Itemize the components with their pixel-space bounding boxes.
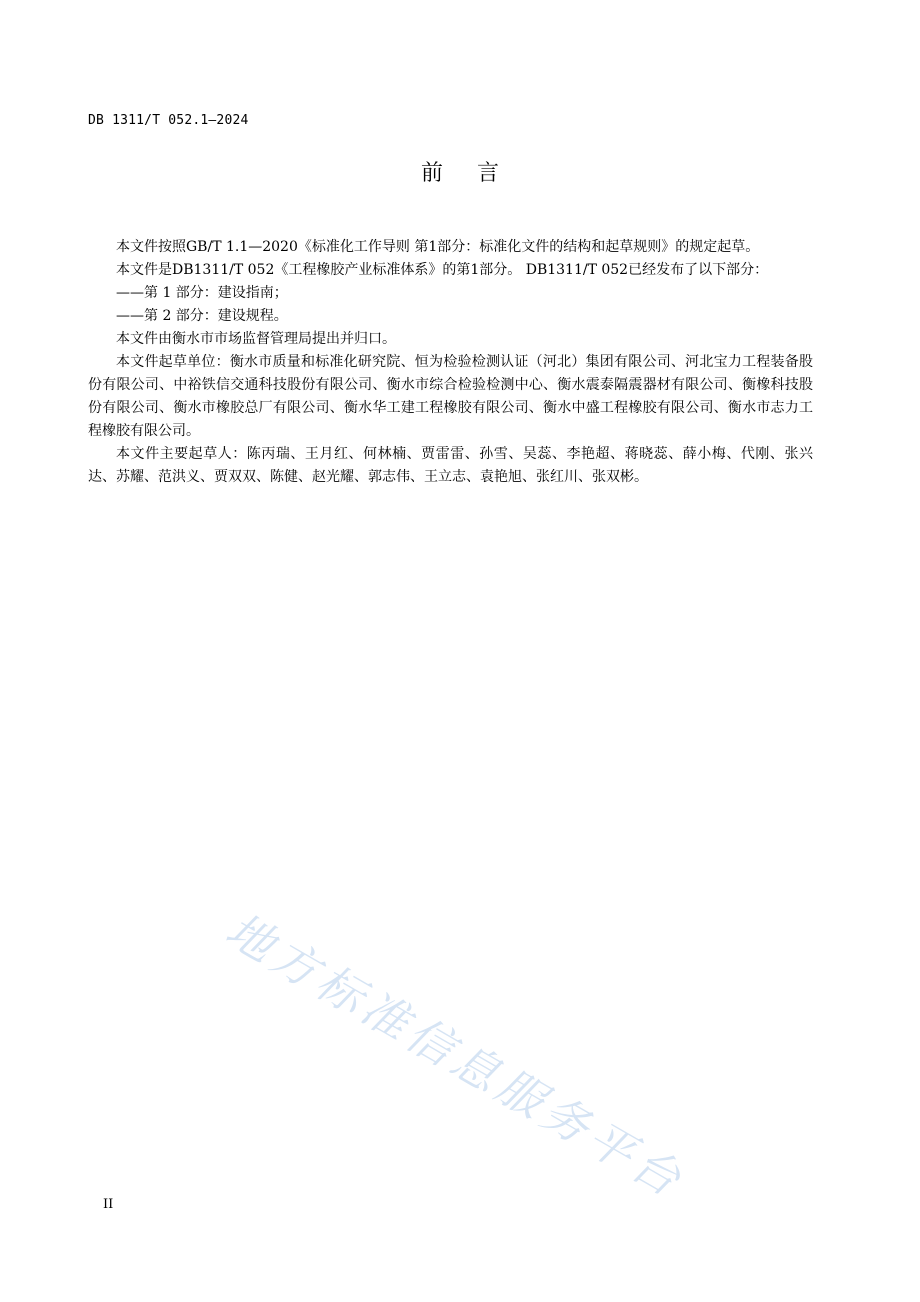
paragraph-part-2: ——第 2 部分：建设规程。 bbox=[116, 308, 288, 324]
paragraph-drafters: 本文件主要起草人：陈丙瑞、王月红、何林楠、贾雷雷、孙雪、吴蕊、李艳超、蒋晓蕊、薛小梅、代刚、张兴达、苏耀、范洪义、贾双双、陈健、赵光耀、郭志伟、王立志、袁艳旭、张红川、张双彬。 bbox=[88, 446, 813, 485]
paragraph-drafting-rules: 本文件按照GB/T 1.1—2020《标准化工作导则 第1部分：标准化文件的结构和起草规则》的规定起草。 bbox=[116, 239, 760, 255]
paragraph-part-1: ——第 1 部分：建设指南； bbox=[116, 285, 288, 301]
page-number: II bbox=[103, 1197, 114, 1212]
paragraph-proposer: 本文件由衡水市市场监督管理局提出并归口。 bbox=[116, 331, 396, 347]
foreword-body bbox=[88, 236, 813, 489]
paragraph-drafting-units: 本文件起草单位：衡水市质量和标准化研究院、恒为检验检测认证（河北）集团有限公司、河北宝力工程装备股份有限公司、中裕铁信交通科技股份有限公司、衡水市综合检验检测中心、衡水震泰隔震器材有限公司、衡橡科技股份有限公司、衡水市橡胶总厂有限公司、衡水华工建工程橡胶有限公司、衡水中盛工程橡胶有限公司、衡水市志力工程橡胶有限公司。 bbox=[88, 354, 813, 439]
section-title: 前言 bbox=[420, 161, 533, 186]
paragraph-series-part: 本文件是DB1311/T 052《工程橡胶产业标准体系》的第1部分。 DB1311/T 052已经发布了以下部分： bbox=[116, 262, 769, 278]
watermark: 地方标准信息服务平台 bbox=[217, 902, 695, 1209]
document-number: DB 1311/T 052.1—2024 bbox=[88, 113, 249, 128]
